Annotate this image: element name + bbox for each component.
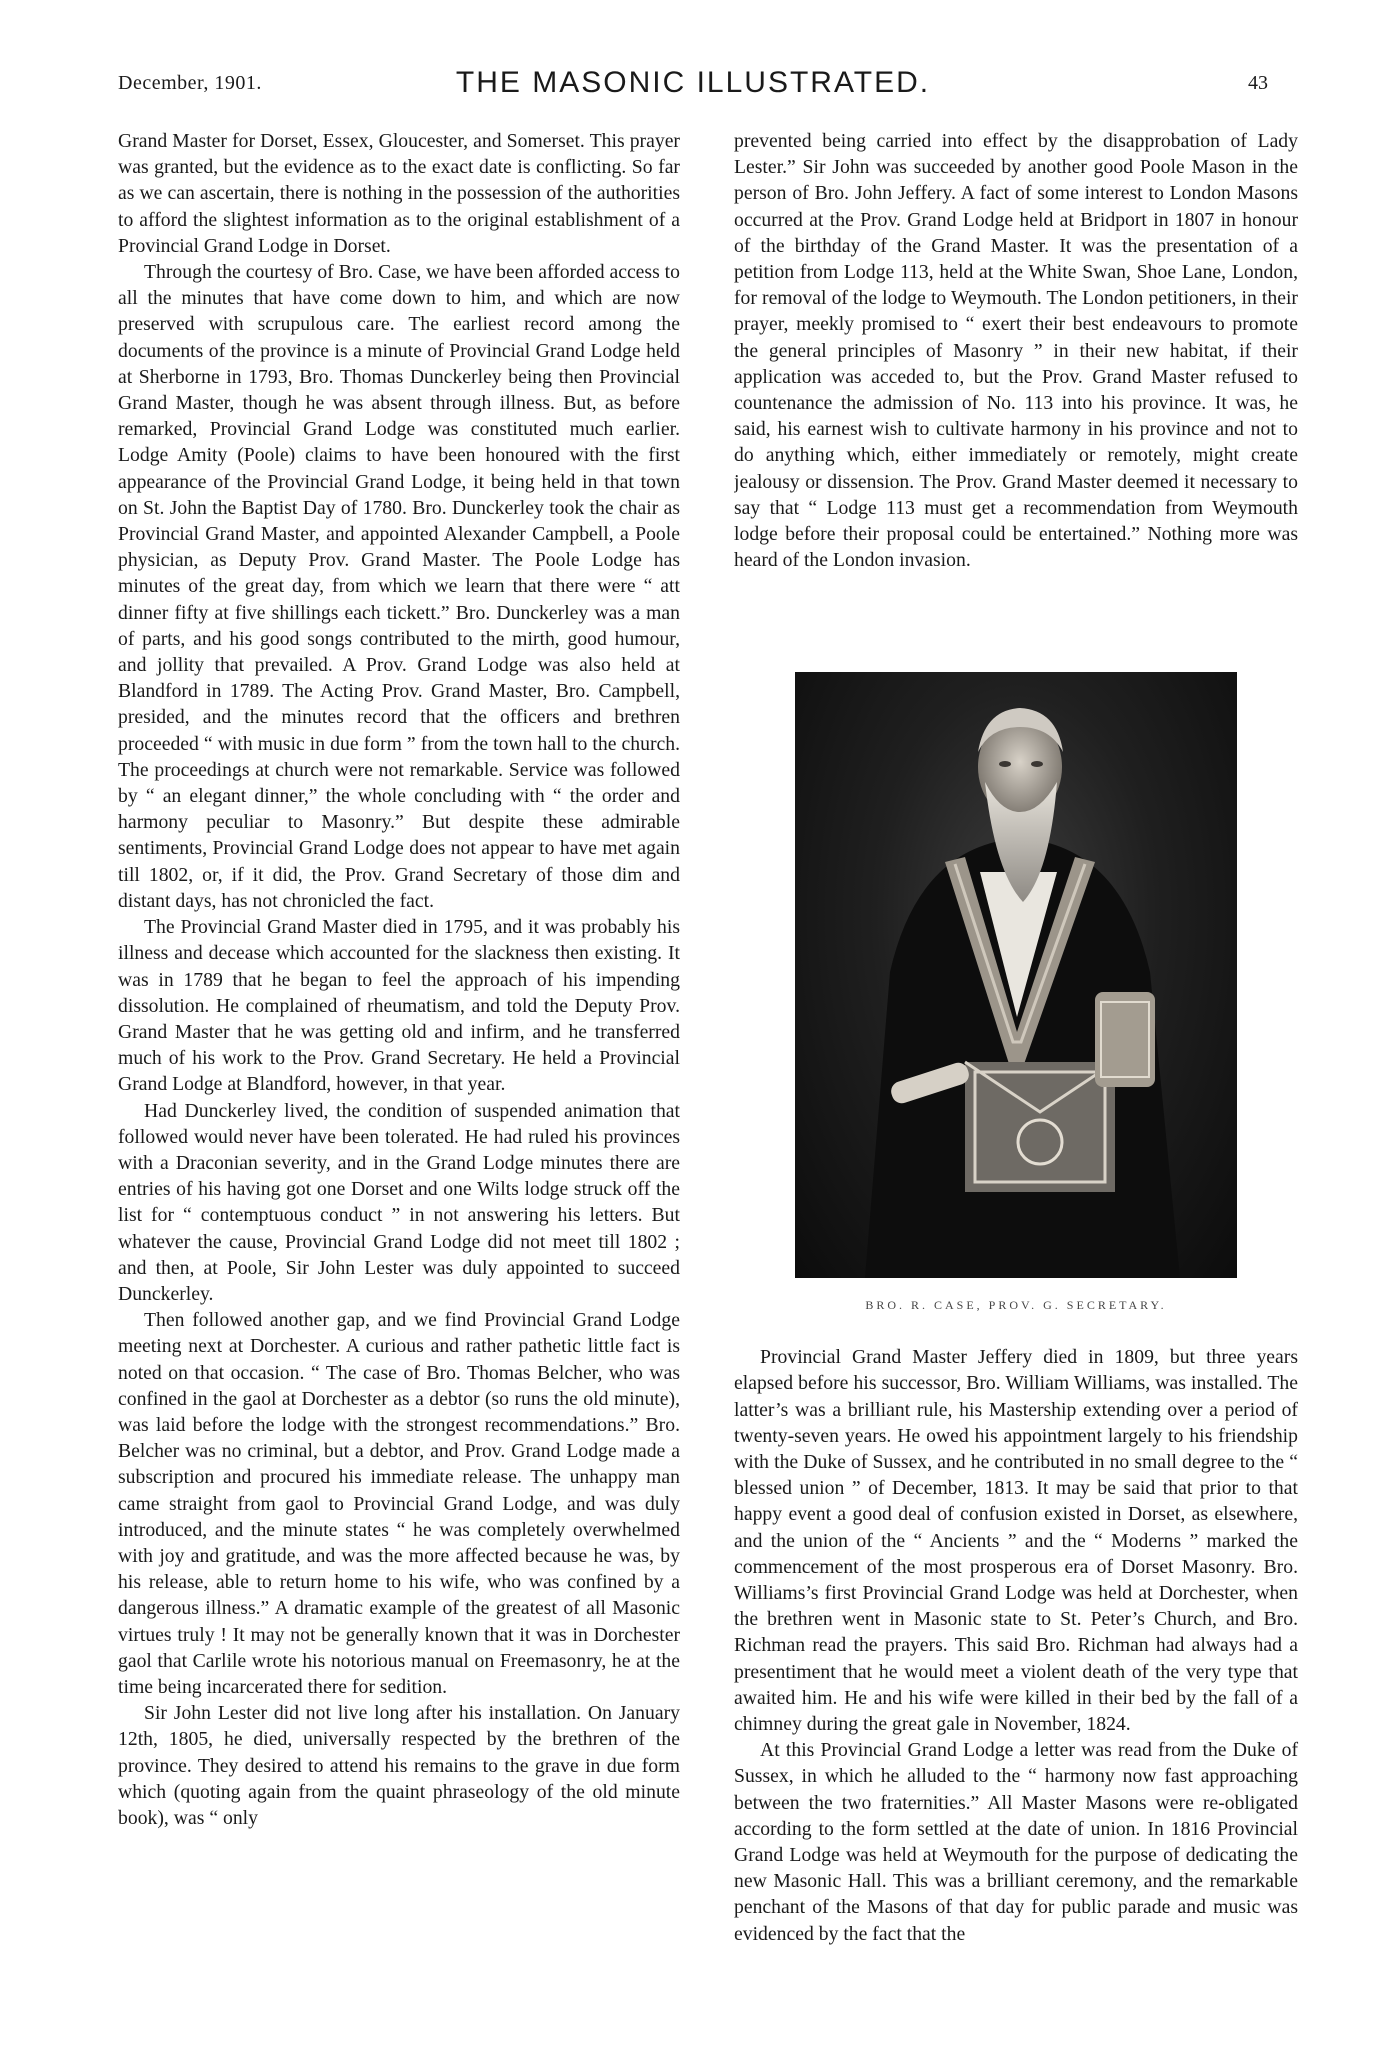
right-column-top: [734, 128, 1298, 644]
paragraph: prevented being carried into effect by the disapprobation of Lady Lester.” Sir John was succeeded by another good Poole Mason in the person of Bro. John Jeffery. A fact of some interest to London Masons occurred at the Prov. Grand Lodge held at Bridport in 1807 in honour of the birthday of the Grand Master. It was the presentation of a petition from Lodge 113, held at the White Swan, Shoe Lane, London, for removal of the lodge to Weymouth. The London petitioners, in their prayer, meekly promised to “ exert their best endeavours to promote the general principles of Masonry ” in their new habitat, if their application was acceded to, but the Prov. Grand Master refused to countenance the admission of No. 113 into his province. It was, he said, his earnest wish to cultivate harmony in his province and not to do anything which, either immediately or remotely, might create jealousy or dissension. The Prov. Grand Master deemed it necessary to say that “ Lodge 113 must get a recommendation from Weymouth lodge before their proposal could be entertained.” Nothing more was heard of the London invasion.: [734, 130, 1298, 572]
page-header: [118, 66, 1268, 106]
paragraph: Grand Master for Dorset, Essex, Gloucester, and Somerset. This prayer was granted, but the evidence as to the exact date is conflicting. So far as we can ascertain, there is nothing in the possession of the authorities to afford the slightest information as to the original establishment of a Provincial Grand Lodge in Dorset.: [118, 130, 680, 257]
paragraph: Had Dunckerley lived, the condition of suspended animation that followed would never have been tolerated. He had ruled his provinces with a Draconian severity, and in the Grand Lodge minutes there are entries of his having got one Dorset and one Wilts lodge struck off the list for “ contemptuous conduct ” in not answering his letters. But whatever the cause, Provincial Grand Lodge did not meet till 1802 ; and then, at Poole, Sir John Lester was duly appointed to succeed Dunckerley.: [118, 1099, 680, 1305]
paragraph: Sir John Lester did not live long after his installation. On January 12th, 1805, he died, universally respected by the brethren of the province. They desired to attend his remains to the grave in due form which (quoting again from the quaint phraseology of the old minute book), was “ only: [118, 1702, 680, 1829]
portrait-illustration: [795, 672, 1237, 1278]
right-column: [734, 128, 1298, 1947]
portrait-caption: BRO. R. CASE, PROV. G. SECRETARY.: [865, 1298, 1167, 1312]
paragraph: Through the courtesy of Bro. Case, we have been afforded access to all the minutes that have come down to him, and which are now preserved with scrupulous care. The earliest record among the documents of the province is a minute of Provincial Grand Lodge held at Sherborne in 1793, Bro. Thomas Dunckerley being then Provincial Grand Master, though he was absent through illness. But, as before remarked, Provincial Grand Lodge was constituted much earlier. Lodge Amity (Poole) claims to have been honoured with the first appearance of the Provincial Grand Lodge, it being held in that town on St. John the Baptist Day of 1780. Bro. Dunckerley took the chair as Provincial Grand Master, and appointed Alexander Campbell, a Poole physician, as Deputy Prov. Grand Master. The Poole Lodge has minutes of the great day, from which we learn that there were “ att dinner fifty at five shillings each tickett.” Bro. Dunckerley was a man of parts, and his good songs contributed to the mirth, good humour, and jollity that prevailed. A Prov. Grand Lodge was also held at Blandford in 1789. The Acting Prov. Grand Master, Bro. Campbell, presided, and the minutes record that the officers and brethren proceeded “ with music in due form ” from the town hall to the church. The proceedings at church were not remarkable. Service was followed by “ an elegant dinner,” the whole concluding with “ the order and harmony peculiar to Masonry.” But despite these admirable sentiments, Provincial Grand Lodge does not appear to have met again till 1802, or, if it did, the Prov. Grand Secretary of those dim and distant days, has not chronicled the fact.: [118, 261, 680, 912]
paragraph: Then followed another gap, and we find Provincial Grand Lodge meeting next at Dorchester. A curious and rather pathetic little fact is noted on that occasion. “ The case of Bro. Thomas Belcher, who was confined in the gaol at Dorchester as a debtor (so runs the old minute), was laid before the lodge with the strongest recommendations.” Bro. Belcher was no criminal, but a debtor, and Prov. Grand Lodge made a subscription and procured his immediate release. The unhappy man came straight from gaol to Provincial Grand Lodge, and was duly introduced, and the minute states “ he was completely overwhelmed with joy and gratitude, and was the more affected because he was, by his release, able to return home to his wife, who was confined by a dangerous illness.” A dramatic example of the greatest of all Masonic virtues truly ! It may not be generally known that it was in Dorchester gaol that Carlile wrote his notorious manual on Freemasonry, he at the time being incarcerated there for sedition.: [118, 1309, 680, 1698]
right-column-bottom: [734, 1344, 1298, 1947]
publication-title: THE MASONIC ILLUSTRATED.: [455, 66, 931, 99]
paragraph: Provincial Grand Master Jeffery died in 1809, but three years elapsed before his successor, Bro. William Williams, was installed. The latter’s was a brilliant rule, his Mastership extending over a period of twenty-seven years. He owed his appointment largely to his friendship with the Duke of Sussex, and he contributed in no small degree to the “ blessed union ” of December, 1813. It may be said that prior to that happy event a good deal of confusion existed in Dorset, as elsewhere, and the union of the “ Ancients ” and the “ Moderns ” marked the commencement of the most prosperous era of Dorset Masonry. Bro. Williams’s first Provincial Grand Lodge was held at Dorchester, when the brethren went in Masonic state to St. Peter’s Church, and Bro. Richman read the prayers. This said Bro. Richman had always had a presentiment that he would meet a violent death of the very type that awaited him. He and his wife were killed in their bed by the fall of a chimney during the great gale in November, 1824.: [734, 1346, 1298, 1736]
paragraph: The Provincial Grand Master died in 1795, and it was probably his illness and decease which accounted for the slackness then existing. It was in 1789 that he began to feel the approach of his impending dissolution. He complained of rheumatism, and told the Deputy Prov. Grand Master that he was getting old and infirm, and he transferred much of his work to the Prov. Grand Secretary. He held a Provincial Grand Lodge at Blandford, however, in that year.: [118, 916, 680, 1096]
portrait-photograph: [795, 672, 1237, 1278]
paragraph: At this Provincial Grand Lodge a letter was read from the Duke of Sussex, in which he alluded to the “ harmony now fast approaching between the two fraternities.” All Master Masons were re-obligated according to the form settled at the date of union. In 1816 Provincial Grand Lodge was held at Weymouth for the purpose of dedicating the new Masonic Hall. This was a brilliant ceremony, and the remarkable penchant of the Masons of that day for public parade and music was evidenced by the fact that the: [734, 1739, 1298, 1945]
issue-date: December, 1901.: [118, 72, 262, 94]
page-number: 43: [1248, 72, 1268, 94]
left-column: [118, 128, 680, 1831]
